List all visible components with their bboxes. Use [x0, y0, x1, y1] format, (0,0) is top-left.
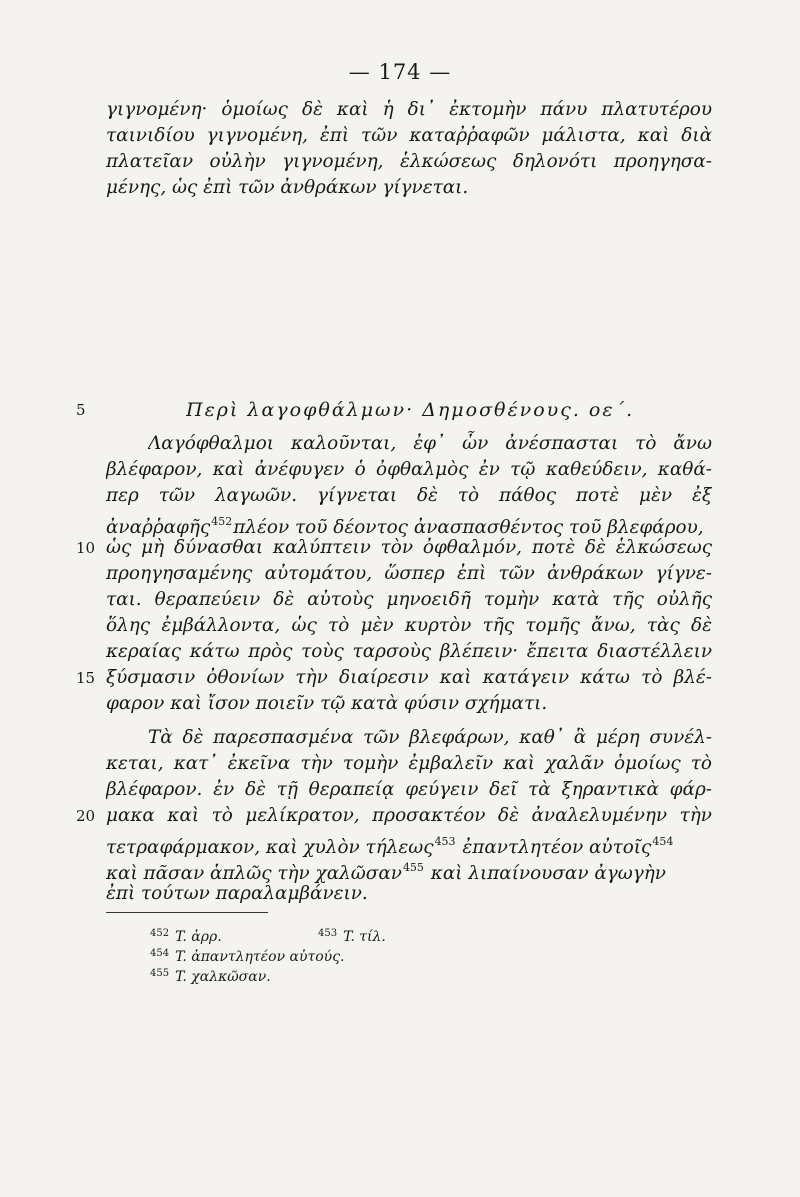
line-number: 20 [76, 807, 96, 825]
footnote-ref: 452 [211, 515, 233, 528]
text-line: ται. θεραπεύειν δὲ αὐτοὺς μηνοειδῆ τομὴν κατὰ τῆς οὐλῆς [106, 589, 712, 610]
text-line: ἐπὶ τούτων παραλαμβάνειν. [106, 883, 368, 904]
footnote-number: 454 [150, 948, 170, 959]
text-line: Τὰ δὲ παρεσπασμένα τῶν βλεφάρων, καθ᾽ ἃ μέρη συνέλ- [148, 727, 712, 748]
footnote-text: T. χαλκῶσαν. [175, 969, 271, 985]
line-number: 10 [76, 539, 96, 557]
text-line: μένης, ὡς ἐπὶ τῶν ἀνθράκων γίγνεται. [106, 177, 469, 198]
footnote-divider [106, 912, 268, 913]
text-line: ὅλης ἐμβάλλοντα, ὡς τὸ μὲν κυρτὸν τῆς τομῆς ἄνω, τὰς δὲ [106, 615, 712, 636]
line-number: 5 [76, 401, 86, 419]
line-number: 15 [76, 669, 96, 687]
text-line: βλέφαρον. ἐν δὲ τῇ θεραπείᾳ φεύγειν δεῖ τὰ ξηραντικὰ φάρ- [106, 779, 712, 800]
text-line: πλατεῖαν οὐλὴν γιγνομένη, ἑλκώσεως δηλονότι προηγησα- [106, 151, 712, 172]
text-fragment: καὶ πᾶσαν ἁπλῶς τὴν χαλῶσαν [106, 863, 402, 884]
page-number: — 174 — [348, 60, 452, 84]
text-line: μακα καὶ τὸ μελίκρατον, προσακτέον δὲ ἀναλελυμένην τὴν [106, 805, 712, 826]
text-fragment: τετραφάρμακον, καὶ χυλὸν τήλεως [106, 837, 434, 858]
footnote-ref: 454 [652, 835, 674, 848]
text-line: Λαγόφθαλμοι καλοῦνται, ἐφ᾽ ὧν ἀνέσπασται τὸ ἄνω [148, 433, 712, 454]
footnote-number: 452 [150, 928, 170, 939]
text-line: ταινιδίου γιγνομένη, ἐπὶ τῶν καταῤῥαφῶν μάλιστα, καὶ διὰ [106, 125, 712, 146]
footnote-number: 455 [150, 968, 170, 979]
footnote-text: T. ἀπαντλητέον αὐτούς. [175, 949, 345, 965]
text-line: φαρον καὶ ἴσον ποιεῖν τῷ κατὰ φύσιν σχήματι. [106, 693, 548, 714]
text-line: βλέφαρον, καὶ ἀνέφυγεν ὁ ὀφθαλμὸς ἐν τῷ καθεύδειν, καθά- [106, 459, 712, 480]
text-fragment: ἀναῤῥαφῆς [106, 517, 211, 538]
text-line: ὡς μὴ δύνασθαι καλύπτειν τὸν ὀφθαλμόν, ποτὲ δὲ ἑλκώσεως [106, 537, 712, 558]
text-line: ξύσμασιν ὀθονίων τὴν διαίρεσιν καὶ κατάγειν κάτω τὸ βλέ- [106, 667, 712, 688]
text-line: προηγησαμένης αὐτομάτου, ὥσπερ ἐπὶ τῶν ἀνθράκων γίγνε- [106, 563, 712, 584]
footnote-number: 453 [318, 928, 338, 939]
text-fragment: καὶ λιπαίνουσαν ἀγωγὴν [430, 863, 666, 884]
text-line: γιγνομένη· ὁμοίως δὲ καὶ ἡ δι᾽ ἐκτομὴν πάνυ πλατυτέρου [106, 99, 712, 120]
text-fragment: ἐπαντλητέον αὐτοῖς [462, 837, 652, 858]
footnote-ref: 453 [434, 835, 456, 848]
footnote-text: T. ἀρρ. [175, 929, 222, 945]
section-heading: Περὶ λαγοφθάλμων· Δημοσθένους. οε΄. [186, 399, 635, 421]
footnote-text: T. τίλ. [343, 929, 386, 945]
footnote-ref: 455 [402, 861, 424, 874]
text-line: κεραίας κάτω πρὸς τοὺς ταρσοὺς βλέπειν· ἔπειτα διαστέλλειν [106, 641, 712, 662]
text-line: περ τῶν λαγωῶν. γίγνεται δὲ τὸ πάθος ποτὲ μὲν ἐξ [106, 485, 712, 506]
text-line: κεται, κατ᾽ ἐκεῖνα τὴν τομὴν ἐμβαλεῖν καὶ χαλᾶν ὁμοίως τὸ [106, 753, 712, 774]
footnote [150, 964, 271, 987]
text-fragment: πλέον τοῦ δέοντος ἀνασπασθέντος τοῦ βλεφάρου, [233, 517, 704, 538]
